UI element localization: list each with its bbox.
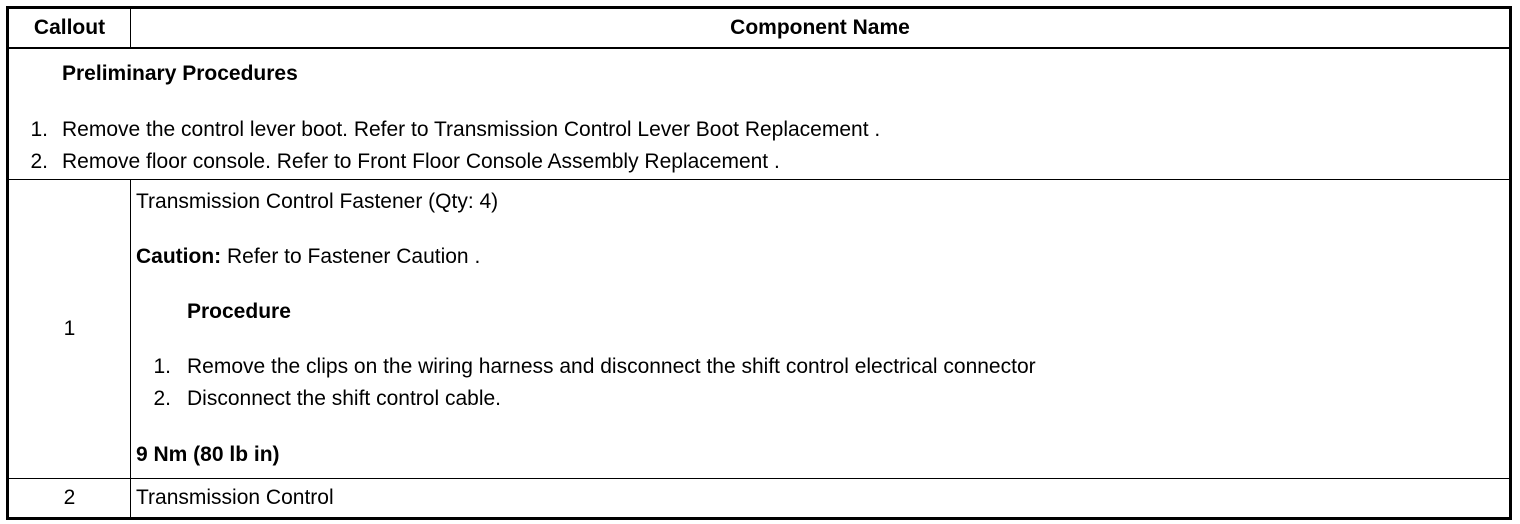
callout-number: 1 bbox=[9, 180, 131, 478]
component-cell bbox=[131, 479, 1509, 517]
caution-note bbox=[136, 245, 480, 269]
callout-number: 2 bbox=[9, 479, 131, 517]
table-header bbox=[9, 9, 1509, 49]
procedure-step-text: Remove the clips on the wiring harness and disconnect the shift control electrical connector bbox=[187, 355, 1036, 378]
torque-spec: 9 Nm (80 lb in) bbox=[136, 443, 280, 466]
preliminary-step-number: 2. bbox=[30, 150, 48, 173]
callout-column-header: Callout bbox=[9, 9, 131, 47]
component-table bbox=[6, 6, 1512, 520]
preliminary-step-text: Remove the control lever boot. Refer to Transmission Control Lever Boot Replacement . bbox=[62, 118, 881, 141]
caution-text: Refer to Fastener Caution . bbox=[221, 245, 481, 268]
component-name: Transmission Control bbox=[136, 486, 334, 509]
component-name-column-header: Component Name bbox=[730, 16, 910, 39]
preliminary-step-number: 1. bbox=[30, 118, 48, 141]
table-row bbox=[9, 180, 1509, 479]
procedure-step-number: 1. bbox=[153, 355, 171, 378]
component-name: Transmission Control Fastener (Qty: 4) bbox=[136, 190, 499, 213]
procedure-step-number: 2. bbox=[153, 387, 171, 410]
preliminary-step-text: Remove floor console. Refer to Front Floor Console Assembly Replacement . bbox=[62, 150, 780, 173]
procedure-step-text: Disconnect the shift control cable. bbox=[187, 387, 501, 410]
table-row bbox=[9, 479, 1509, 517]
component-cell bbox=[131, 180, 1509, 478]
procedure-title: Procedure bbox=[187, 300, 291, 323]
preliminary-procedures-row bbox=[9, 49, 1509, 180]
caution-label: Caution: bbox=[136, 245, 222, 268]
preliminary-procedures-title: Preliminary Procedures bbox=[62, 62, 298, 85]
